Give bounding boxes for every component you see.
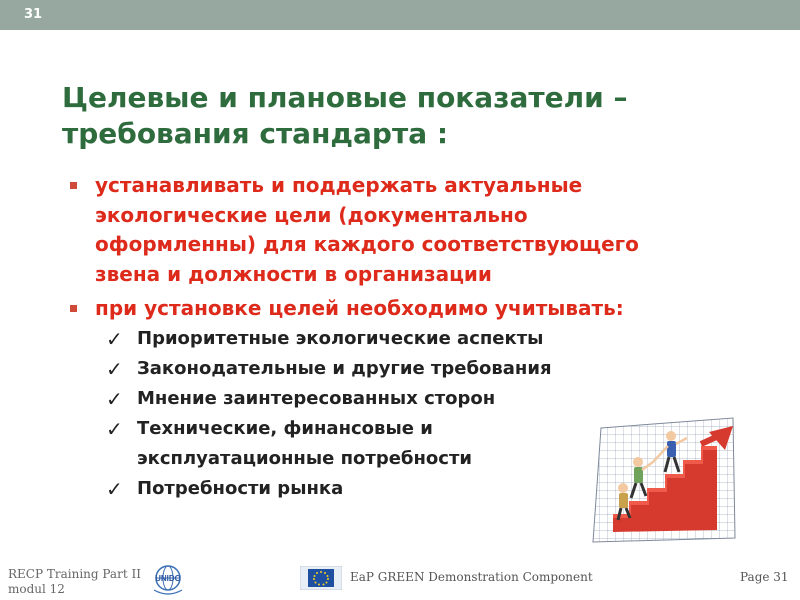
sub-item-line: Мнение заинтересованных сторон	[137, 387, 496, 409]
footer-course-title: RECP Training Part II	[8, 567, 141, 581]
checkmark-icon: ✓	[106, 476, 123, 501]
checkmark-icon: ✓	[106, 356, 123, 381]
slide-title	[62, 80, 762, 152]
sub-item-line: Приоритетные экологические аспекты	[137, 327, 544, 349]
unido-logo-text: UNIDO	[155, 574, 181, 583]
checkmark-icon: ✓	[106, 326, 123, 351]
slide-title-line-1: Целевые и плановые показатели –	[62, 81, 628, 114]
sub-item-line: эксплуатационные потребности	[137, 447, 472, 469]
bullet-item	[66, 294, 766, 324]
sub-item	[66, 324, 766, 354]
slide-number: 31	[24, 7, 43, 22]
checkmark-icon: ✓	[106, 416, 123, 441]
eu-flag-icon	[300, 566, 342, 590]
growth-stairs-illustration	[583, 410, 743, 550]
square-bullet-icon	[70, 305, 77, 312]
bullet-line: звена и должности в организации	[95, 261, 492, 286]
page-number: Page 31	[740, 570, 789, 584]
slide-title-line-2: требования стандарта :	[62, 117, 449, 150]
top-bar	[0, 0, 800, 30]
footer-module: modul 12	[8, 582, 65, 596]
bullet-line: при установке целей необходимо учитывать:	[95, 296, 624, 320]
square-bullet-icon	[70, 182, 77, 189]
bullet-line: оформленны) для каждого соответствующего	[95, 232, 639, 256]
sub-item-line: Технические, финансовые и	[137, 417, 433, 439]
sub-item-line: Законодательные и другие требования	[137, 357, 552, 379]
bullet-item	[66, 171, 766, 289]
bullet-line: устанавливать и поддержать актуальные	[95, 173, 583, 197]
sub-item	[66, 354, 766, 384]
bullet-line: экологические цели (документально	[95, 202, 528, 227]
footer-center-text: EaP GREEN Demonstration Component	[350, 570, 593, 584]
sub-item	[66, 384, 766, 414]
sub-item-line: Потребности рынка	[137, 477, 344, 499]
checkmark-icon: ✓	[106, 386, 123, 411]
unido-logo	[148, 564, 188, 598]
